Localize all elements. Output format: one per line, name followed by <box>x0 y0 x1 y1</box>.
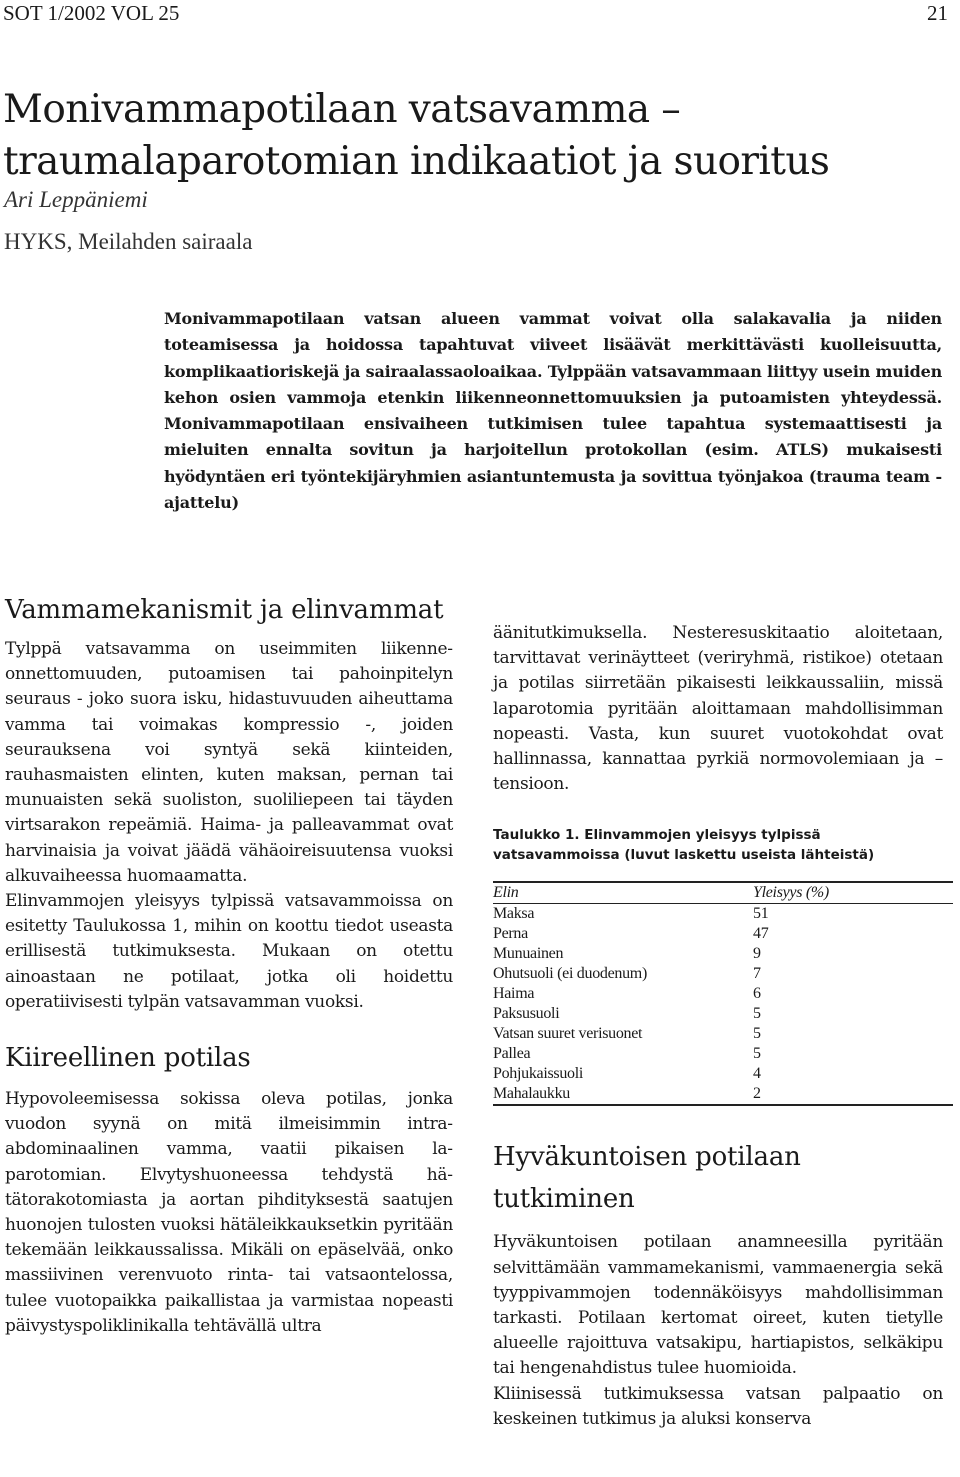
organ-cell: Vatsan suuret verisuonet <box>493 1025 643 1043</box>
organ-cell: Perna <box>493 925 528 943</box>
paragraph: Tylppä vatsavamma on useimmiten liikenneonnettomuuden, putoamisen tai pahoinpitelyn seuraus - joko suora isku, hidastuvuuden aiheuttama vamma tai voimakas kompressio -, joiden seurauksena voi syntyä sekä kiinteiden, rauhasmaisten elinten, kuten maksan, pernan tai munuaisten sekä suoliston, suoliliepeen tai täyden virtsarakon repeämiä. Haima- ja palleavammat ovat harvinaisia ja voivat jäädä vähäoireisuutensa vuoksi alkuvaiheessa huomaamatta. <box>5 639 453 886</box>
table-row <box>493 924 953 944</box>
organ-injury-table <box>493 881 953 1106</box>
section-heading-stable-patient: Hyväkuntoisen potilaan tutkiminen <box>493 1142 801 1215</box>
organ-cell: Paksusuoli <box>493 1005 560 1023</box>
table-caption: Taulukko 1. Elinvammojen yleisyys tylpissä vatsavammoissa (luvut laskettu useista lähteistä) <box>493 827 875 864</box>
column-header: Elin <box>493 882 753 904</box>
organ-cell: Ohutsuoli (ei duodenum) <box>493 965 647 983</box>
frequency-cell: 5 <box>753 1025 761 1043</box>
running-head <box>3 0 948 26</box>
table-row <box>493 984 953 1004</box>
paragraph: Hyväkuntoisen potilaan anamneesilla pyritään selvittämään vammamekanismi, vammaenergia sekä tyyppivammojen todennäköisyys mahdollisimman tarkasti. Potilaan kertomat oireet, kuten tietylle alueelle rajoittuva vatsakipu, hartiapistos, selkäkipu tai hengenahdistus tulee huomioida. <box>493 1232 943 1379</box>
frequency-cell: 5 <box>753 1045 761 1063</box>
organ-cell: Mahalaukku <box>493 1084 753 1105</box>
table-row <box>493 1084 953 1105</box>
page-number: 21 <box>927 1 948 25</box>
paragraph: Hypovoleemisessa sokissa oleva potilas, jonka vuodon syynä on mitä ilmeisimmin intraabdominaalinen vamma, vaatii pikaisen laparotomian. Elvytyshuoneessa tehdystä hätätorakotomiasta ja aortan pihdityksestä saatujen huonojen tulosten vuoksi hätäleikkauksetkin pyritään tekemään leikkaussalissa. Mikäli on epäselvää, onko massiivinen verenvuoto rinta- tai vatsaontelossa, tulee vuotopaikka paikallistaa ja varmistaa nopeasti päivystyspoliklinikalla tehtävällä ultra <box>5 1089 453 1336</box>
organ-cell: Pohjukaissuoli <box>493 1065 584 1083</box>
left-column <box>5 589 453 1339</box>
organ-cell: Maksa <box>493 905 535 923</box>
frequency-cell: 9 <box>753 945 761 963</box>
right-column <box>493 621 943 1432</box>
affiliation: HYKS, Meilahden sairaala <box>4 229 253 254</box>
table-row <box>493 1044 953 1064</box>
organ-cell: Pallea <box>493 1045 531 1063</box>
paragraph: Kliinisessä tutkimuksessa vatsan palpaatio on keskeinen tutkimus ja aluksi konserva <box>493 1383 943 1429</box>
frequency-cell: 5 <box>753 1005 761 1023</box>
frequency-cell: 4 <box>753 1065 761 1083</box>
frequency-cell: 6 <box>753 985 761 1003</box>
table-header-row <box>493 882 953 904</box>
table-row <box>493 1064 953 1084</box>
paragraph: äänitutkimuksella. Nesteresuskitaatio aloitetaan, tarvittavat verinäytteet (veriryhmä, ristikoe) otetaan ja potilas siirretään pikaisesti leikkaussaliin, missä laparotomia pyritään aloittamaan mahdollisimman nopeasti. Vasta, kun suuret vuotokohdat ovat hallinnassa, kannattaa pyrkiä normovolemiaan ja –tensioon. <box>493 623 943 795</box>
table-row <box>493 904 953 925</box>
frequency-cell: 2 <box>753 1084 953 1105</box>
column-header: Yleisyys (%) <box>753 882 953 904</box>
author: Ari Leppäniemi <box>4 187 148 212</box>
section-heading-mechanisms: Vammamekanismit ja elinvammat <box>5 595 444 625</box>
table-row <box>493 1024 953 1044</box>
section-heading-urgent: Kiireellinen potilas <box>5 1043 251 1074</box>
article-title: Monivammapotilaan vatsavamma – traumalaparotomian indikaatiot ja suoritus <box>3 87 830 184</box>
paragraph: Elinvammojen yleisyys tylpissä vatsavammoissa on esitetty Taulukossa 1, mihin on koottu tiedot useasta erillisestä tutkimuksesta. Mukaan on otettu ainoastaan ne potilaat, jotka oli hoidettu operatiivisesti tylpän vatsavamman vuoksi. <box>5 891 453 1012</box>
frequency-cell: 51 <box>753 905 769 923</box>
organ-cell: Haima <box>493 985 535 1003</box>
table-row <box>493 1004 953 1024</box>
table-row <box>493 944 953 964</box>
frequency-cell: 47 <box>753 925 769 943</box>
abstract: Monivammapotilaan vatsan alueen vammat voivat olla salakavalia ja niiden toteamisessa ja hoidossa tapahtuvat viiveet lisäävät merkittävästi kuolleisuutta, komplikaatioriskejä ja sairaalassaoloaikaa. Tylppään vatsavammaan liittyy usein muiden kehon osien vammoja etenkin liikenneonnettomuuksien ja putoamisten yhteydessä. Monivammapotilaan ensivaiheen tutkimisen tulee tapahtua systemaattisesti ja mieluiten ennalta sovitun ja harjoitellun protokollan (esim. ATLS) mukaisesti hyödyntäen eri työntekijäryhmien asiantuntemusta ja sovittua työnjakoa (trauma team - ajattelu) <box>164 309 942 513</box>
organ-cell: Munuainen <box>493 945 564 963</box>
table-row <box>493 964 953 984</box>
journal-issue: SOT 1/2002 VOL 25 <box>3 1 180 25</box>
frequency-cell: 7 <box>753 965 761 983</box>
